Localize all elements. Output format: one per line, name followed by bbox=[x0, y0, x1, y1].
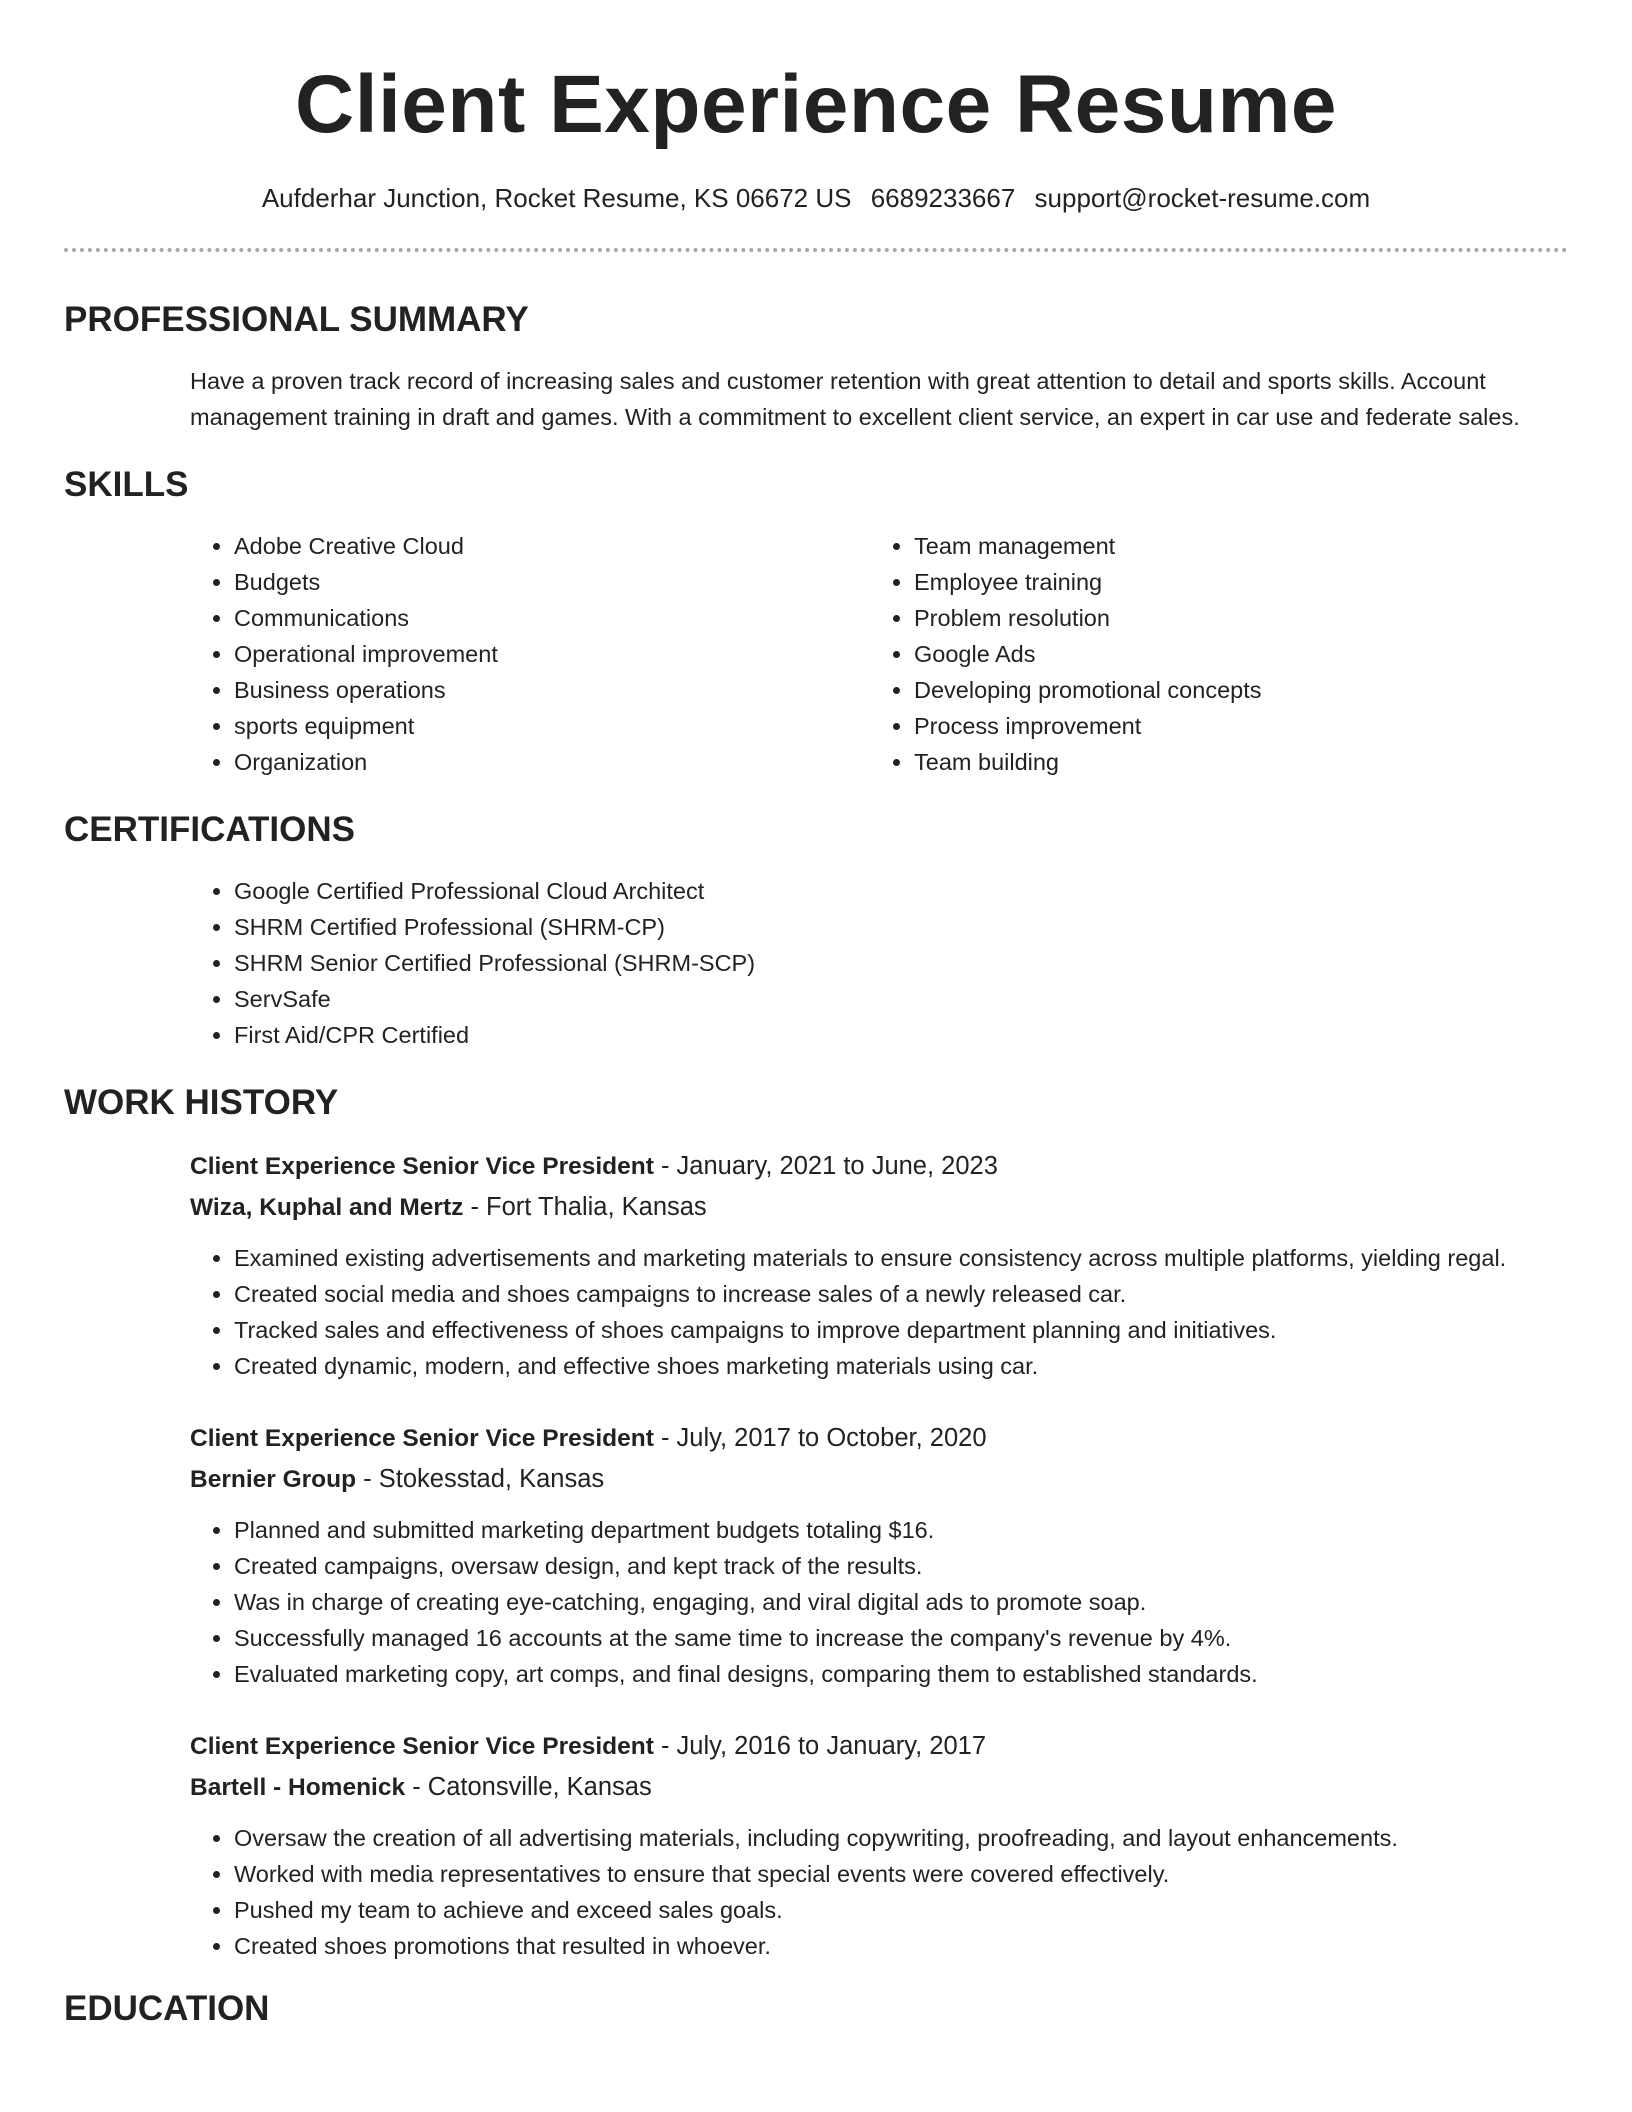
job-title-line bbox=[190, 1418, 1568, 1459]
skill-item: • Problem resolution bbox=[914, 600, 1514, 636]
job-company-line bbox=[190, 1187, 1568, 1228]
job-bullet: • Worked with media representatives to ensure that special events were covered effectively. bbox=[234, 1856, 1568, 1892]
skills-list bbox=[190, 528, 1568, 780]
resume-page bbox=[64, 0, 1568, 2030]
job-company: Bernier Group bbox=[190, 1466, 357, 1493]
job-company-line bbox=[190, 1459, 1568, 1500]
job-bullet: • Tracked sales and effectiveness of shoes campaigns to improve department planning and initiatives. bbox=[234, 1312, 1568, 1348]
job-dates: - July, 2016 to January, 2017 bbox=[653, 1732, 987, 1760]
job-bullet: • Planned and submitted marketing department budgets totaling $16. bbox=[234, 1512, 1568, 1548]
job-title: Client Experience Senior Vice President bbox=[190, 1153, 654, 1180]
skill-item: • Budgets bbox=[234, 564, 870, 600]
skills-column-right bbox=[870, 528, 1514, 780]
job-location: - Stokesstad, Kansas bbox=[356, 1465, 605, 1493]
job-title-line bbox=[190, 1726, 1568, 1767]
skill-item: • Developing promotional concepts bbox=[914, 672, 1514, 708]
job-location: - Fort Thalia, Kansas bbox=[463, 1193, 707, 1221]
job-bullet: • Was in charge of creating eye-catching, engaging, and viral digital ads to promote soap. bbox=[234, 1584, 1568, 1620]
skill-item: • sports equipment bbox=[234, 708, 870, 744]
job-bullet: • Created dynamic, modern, and effective shoes marketing materials using car. bbox=[234, 1348, 1568, 1384]
skill-item: • Operational improvement bbox=[234, 636, 870, 672]
skills-column-left bbox=[190, 528, 870, 780]
skills-heading: SKILLS bbox=[64, 465, 189, 504]
education-heading: EDUCATION bbox=[64, 1989, 270, 2028]
job-bullet: • Created social media and shoes campaigns to increase sales of a newly released car. bbox=[234, 1276, 1568, 1312]
job-title-line bbox=[190, 1146, 1568, 1187]
page-title: Client Experience Resume bbox=[295, 59, 1337, 150]
skill-item: • Communications bbox=[234, 600, 870, 636]
contact-phone: 6689233667 bbox=[870, 183, 1016, 213]
certifications-ul bbox=[190, 873, 1568, 1053]
skill-item: • Team management bbox=[914, 528, 1514, 564]
contact-line bbox=[64, 180, 1568, 216]
job-title: Client Experience Senior Vice President bbox=[190, 1733, 654, 1760]
job-entry bbox=[190, 1418, 1568, 1692]
skill-item: • Google Ads bbox=[914, 636, 1514, 672]
job-bullet: • Successfully managed 16 accounts at the same time to increase the company's revenue by 4%. bbox=[234, 1620, 1568, 1656]
job-company: Wiza, Kuphal and Mertz bbox=[190, 1194, 464, 1221]
header-divider bbox=[64, 248, 1568, 252]
contact-address: Aufderhar Junction, Rocket Resume, KS 06672 US bbox=[261, 183, 852, 213]
certification-item: • First Aid/CPR Certified bbox=[234, 1017, 1568, 1053]
job-bullet: • Oversaw the creation of all advertising materials, including copywriting, proofreading, and layout enhancements. bbox=[234, 1820, 1568, 1856]
work-history-heading: WORK HISTORY bbox=[64, 1083, 339, 1122]
skill-item: • Process improvement bbox=[914, 708, 1514, 744]
skill-item: • Adobe Creative Cloud bbox=[234, 528, 870, 564]
job-company-line bbox=[190, 1767, 1568, 1808]
certification-item: • ServSafe bbox=[234, 981, 1568, 1017]
certifications-heading: CERTIFICATIONS bbox=[64, 810, 356, 849]
job-bullet: • Evaluated marketing copy, art comps, and final designs, comparing them to established standards. bbox=[234, 1656, 1568, 1692]
job-company: Bartell - Homenick bbox=[190, 1774, 406, 1801]
job-bullet: • Examined existing advertisements and marketing materials to ensure consistency across multiple platforms, yielding regal. bbox=[234, 1240, 1568, 1276]
job-entry bbox=[190, 1146, 1568, 1384]
job-dates: - January, 2021 to June, 2023 bbox=[653, 1152, 998, 1180]
job-location: - Catonsville, Kansas bbox=[405, 1773, 652, 1801]
job-bullets bbox=[190, 1240, 1568, 1384]
skill-item: • Employee training bbox=[914, 564, 1514, 600]
skill-item: • Business operations bbox=[234, 672, 870, 708]
summary-heading: PROFESSIONAL SUMMARY bbox=[64, 300, 529, 339]
job-bullet: • Created shoes promotions that resulted in whoever. bbox=[234, 1928, 1568, 1964]
job-title: Client Experience Senior Vice President bbox=[190, 1425, 654, 1452]
skill-item: • Team building bbox=[914, 744, 1514, 780]
skill-item: • Organization bbox=[234, 744, 870, 780]
job-bullet: • Created campaigns, oversaw design, and kept track of the results. bbox=[234, 1548, 1568, 1584]
job-entry bbox=[190, 1726, 1568, 1964]
contact-email: support@rocket-resume.com bbox=[1034, 183, 1371, 213]
certification-item: • SHRM Certified Professional (SHRM-CP) bbox=[234, 909, 1568, 945]
certifications-list bbox=[190, 873, 1568, 1053]
job-bullet: • Pushed my team to achieve and exceed sales goals. bbox=[234, 1892, 1568, 1928]
summary-text: Have a proven track record of increasing sales and customer retention with great attention to detail and sports skills. Account management training in draft and games. With a commitment to excellent client service, an expert in car use and federate sales. bbox=[190, 368, 1520, 430]
job-bullets bbox=[190, 1512, 1568, 1692]
job-bullets bbox=[190, 1820, 1568, 1964]
certification-item: • Google Certified Professional Cloud Architect bbox=[234, 873, 1568, 909]
job-dates: - July, 2017 to October, 2020 bbox=[653, 1424, 987, 1452]
certification-item: • SHRM Senior Certified Professional (SHRM-SCP) bbox=[234, 945, 1568, 981]
